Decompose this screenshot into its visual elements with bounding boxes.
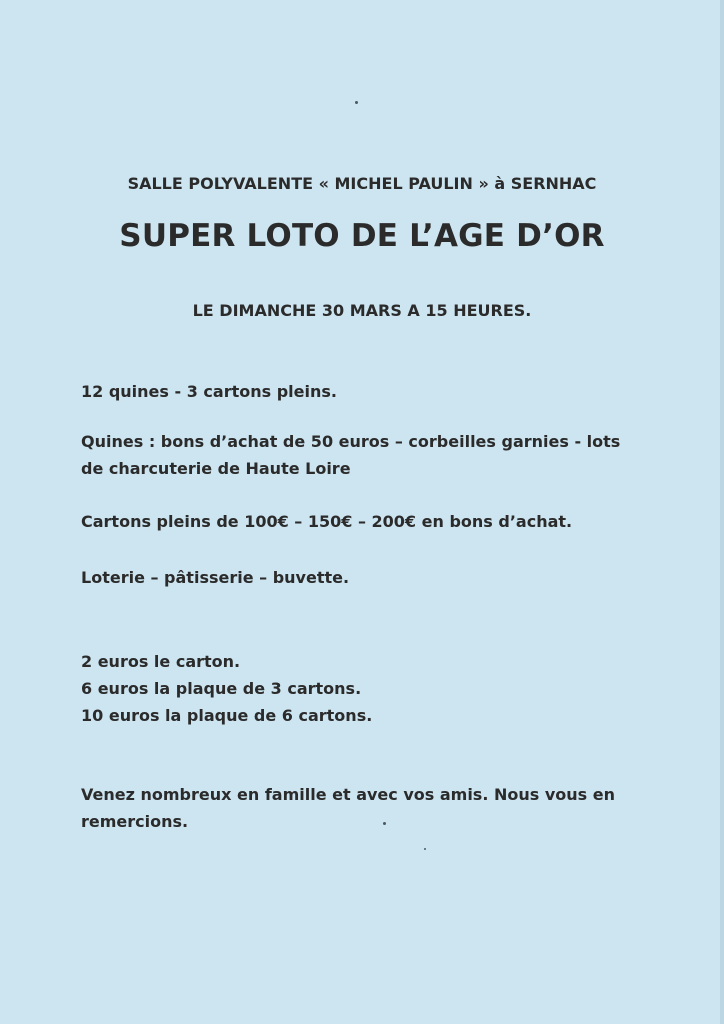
- quines-line-1: Quines : bons d’achat de 50 euros – corbeilles garnies - lots: [81, 432, 621, 451]
- closing-paragraph: [81, 781, 641, 835]
- price-line-2: 6 euros la plaque de 3 cartons.: [81, 679, 362, 698]
- cartons-line: Cartons pleins de 100€ – 150€ – 200€ en bons d’achat.: [81, 512, 573, 531]
- scan-speck: [424, 848, 426, 850]
- cartons-paragraph: [81, 508, 641, 535]
- quines-line-2: de charcuterie de Haute Loire: [81, 459, 351, 478]
- venue-line: SALLE POLYVALENTE « MICHEL PAULIN » à SERNHAC: [127, 174, 597, 193]
- extras-line: Loterie – pâtisserie – buvette.: [81, 568, 350, 587]
- extras-paragraph: [81, 564, 641, 591]
- scan-speck: [355, 101, 358, 104]
- price-line-3: 10 euros la plaque de 6 cartons.: [81, 706, 373, 725]
- prices-paragraph: [81, 648, 641, 729]
- games-line: 12 quines - 3 cartons pleins.: [81, 382, 337, 401]
- games-paragraph: [81, 378, 641, 405]
- closing-line-1: Venez nombreux en famille et avec vos amis. Nous vous en: [81, 785, 615, 804]
- closing-line-2: remercions.: [81, 812, 189, 831]
- page-title: SUPER LOTO DE L’AGE D’OR: [119, 218, 605, 254]
- paper-edge: [720, 0, 724, 1024]
- event-date: LE DIMANCHE 30 MARS A 15 HEURES.: [192, 301, 532, 320]
- price-line-1: 2 euros le carton.: [81, 652, 241, 671]
- quines-paragraph: [81, 428, 641, 482]
